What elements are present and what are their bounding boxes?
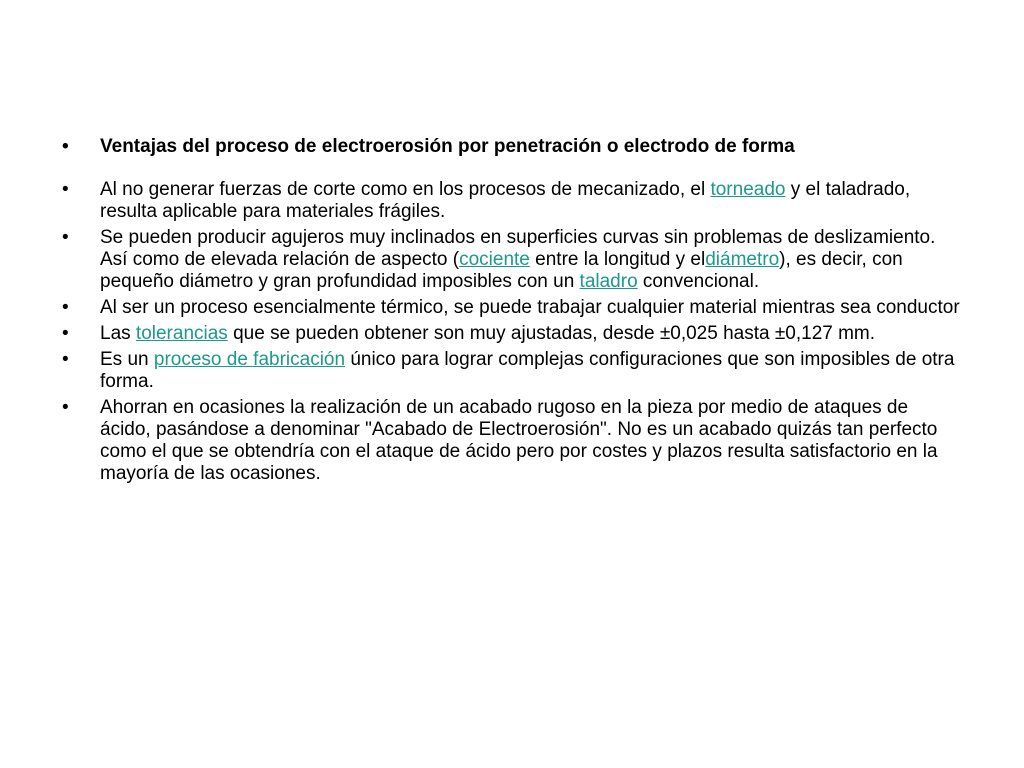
bullet-text-segment: entre la longitud y el (529, 249, 706, 270)
bullet-text (100, 349, 954, 392)
bullet-text-segment: único para lograr complejas configuraciones que son imposibles de otra forma. (100, 349, 955, 392)
slide-heading: Ventajas del proceso de electroerosión por penetración o electrodo de forma (100, 136, 795, 157)
bullet-dot: • (62, 297, 69, 318)
link-taladro[interactable]: taladro (579, 271, 638, 292)
link-proceso-de-fabricación[interactable]: proceso de fabricación (153, 349, 346, 370)
bullet-text (100, 323, 875, 344)
bullet-dot: • (62, 179, 69, 200)
bullet-text-segment: Las (100, 323, 136, 344)
link-diámetro[interactable]: diámetro (705, 249, 780, 270)
link-torneado[interactable]: torneado (710, 179, 786, 200)
bullet-text (100, 227, 935, 292)
bullet-dot: • (62, 227, 69, 248)
bullet-item (62, 349, 962, 393)
link-cociente[interactable]: cociente (459, 249, 530, 270)
bullet-text (100, 397, 938, 484)
bullet-text (100, 179, 910, 222)
bullet-dot: • (62, 349, 69, 370)
bullet-text-segment: Es un (100, 349, 154, 370)
bullet-text-segment: convencional. (637, 271, 760, 292)
bullet-item (62, 227, 962, 293)
bullet-text-segment: Ahorran en ocasiones la realización de un acabado rugoso en la pieza por medio de ataques de ácido, pasándose a denominar "Acabado de Electroerosión". No es un acabado quizás tan perfecto como el que se obtendría con el ataque de ácido pero por costes y plazos resulta satisfactorio en la mayoría de las ocasiones. (100, 397, 938, 484)
bullet-text-segment: y el taladrado, resulta aplicable para materiales frágiles. (100, 179, 911, 222)
link-tolerancias[interactable]: tolerancias (135, 323, 228, 344)
bullet-item (62, 397, 962, 485)
bullet-text-segment: Al ser un proceso esencialmente térmico, se puede trabajar cualquier material mientras sea conductor (100, 297, 960, 318)
bullet-dot: • (62, 136, 69, 157)
heading-bullet (62, 136, 962, 158)
bullet-text-segment: ), es decir, con pequeño diámetro y gran profundidad imposibles con un (100, 249, 903, 292)
bullet-dot: • (62, 397, 69, 418)
bullet-item (62, 179, 962, 223)
bullet-text-segment: Al no generar fuerzas de corte como en los procesos de mecanizado, el (100, 179, 711, 200)
bullet-text (100, 297, 960, 318)
bullet-text-segment: Se pueden producir agujeros muy inclinados en superficies curvas sin problemas de deslizamiento. Así como de elevada relación de aspecto ( (100, 227, 936, 270)
bullet-text-segment: que se pueden obtener son muy ajustadas, desde ±0,025 hasta ±0,127 mm. (227, 323, 876, 344)
bullet-list (62, 136, 962, 489)
bullet-item (62, 323, 962, 345)
bullet-dot: • (62, 323, 69, 344)
bullet-item (62, 297, 962, 319)
